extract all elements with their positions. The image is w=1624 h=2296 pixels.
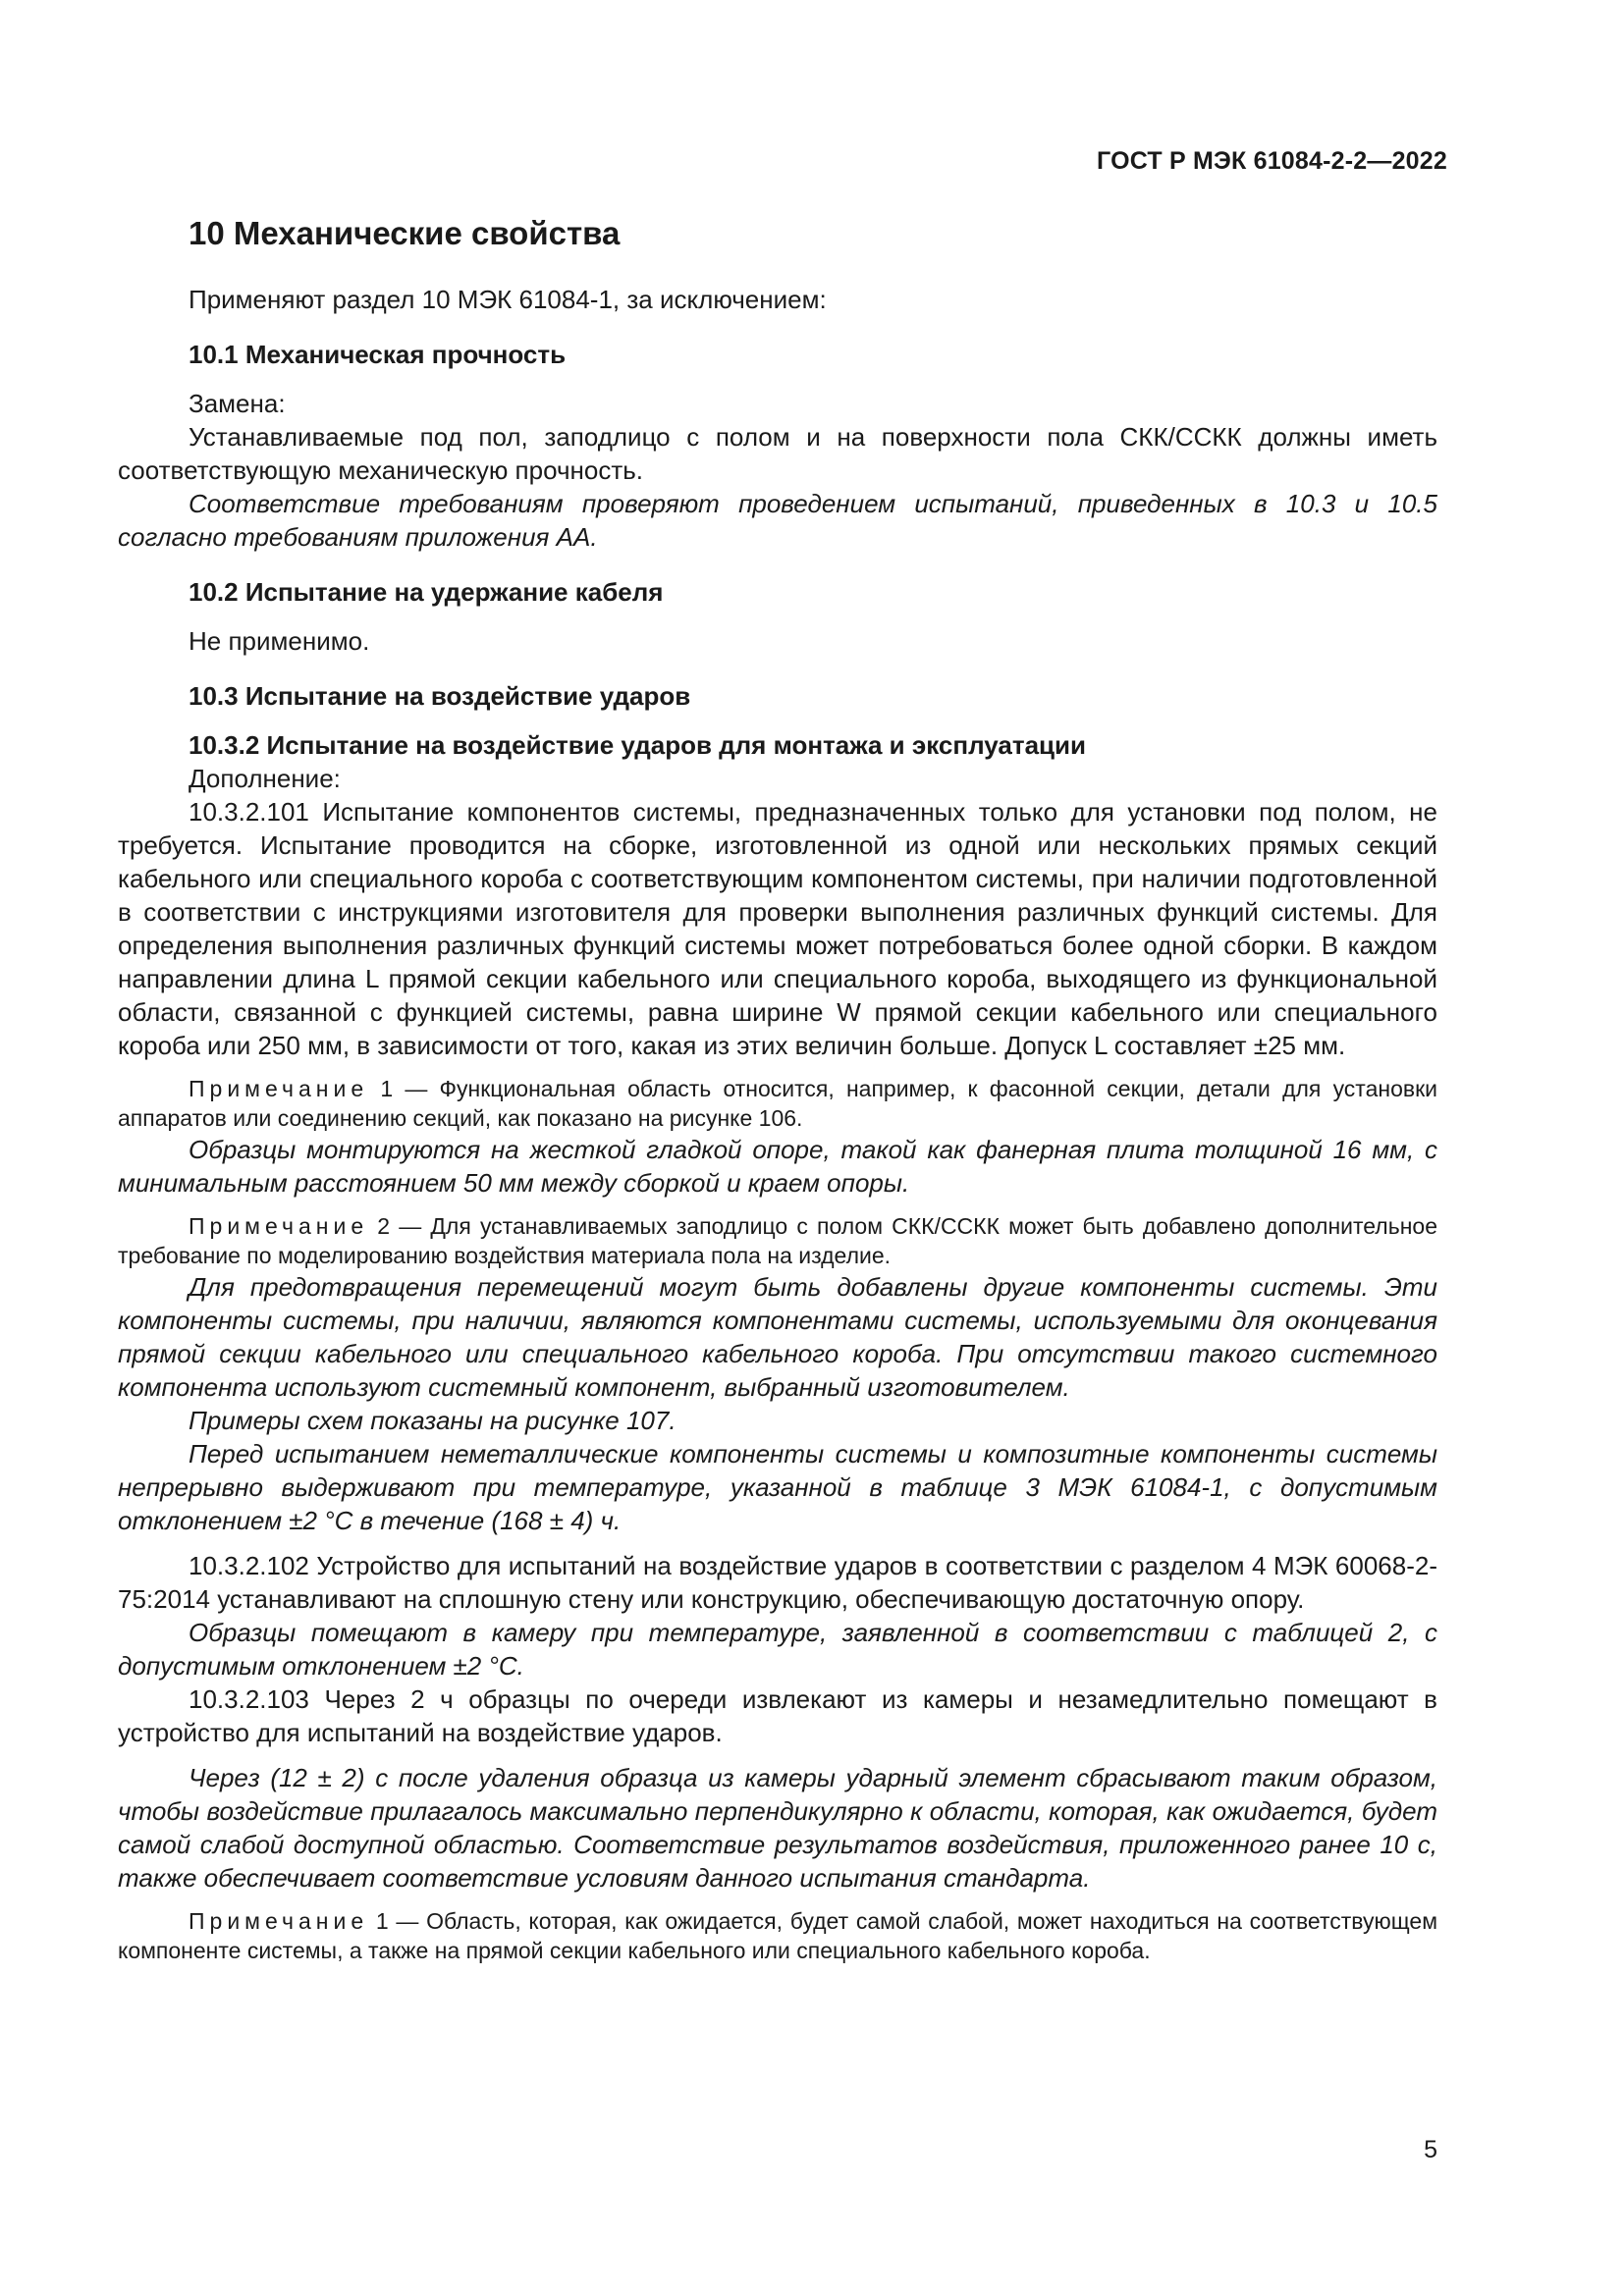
section-10-1-heading: 10.1 Механическая прочность bbox=[189, 340, 567, 369]
section-10-2-heading: 10.2 Испытание на удержание кабеля bbox=[189, 577, 664, 607]
note-2-text: 2 — Для устанавливаемых заподлицо с полом СКК/ССКК может быть добавлено дополнительное требование по моделированию воздействия материала пола на изделие. bbox=[118, 1213, 1437, 1268]
movement-prevention-paragraph: Для предотвращения перемещений могут быть добавлены другие компоненты системы. Эти компоненты системы, при наличии, являются компонентами системы, используемыми для оконцевания прямой секции кабельного или специального кабельного короба. При отсутствии такого системного компонента используют системный компонент, выбранный изготовителем. bbox=[118, 1272, 1437, 1402]
clause-10-3-2-101: 10.3.2.101 Испытание компонентов системы, предназначенных только для установки под полом, не требуется. Испытание проводится на сборке, изготовленной из одной или нескольких прямых секций кабельного или специального короба с соответствующим компонентом системы, при наличии подготовленной в соответствии с инструкциями изготовителя для проверки выполнения различных функций системы. Для определения выполнения различных функций системы может потребоваться более одной сборки. В каждом направлении длина L прямой секции кабельного или специального короба, выходящего из функциональной области, связанной с функцией системы, равна ширине W прямой секции кабельного или специального короба или 250 мм, в зависимости от того, какая из этих величин больше. Допуск L составляет ±25 мм. bbox=[118, 797, 1437, 1060]
section-10-3-heading: 10.3 Испытание на воздействие ударов bbox=[189, 681, 691, 711]
note-2 bbox=[118, 1211, 1437, 1270]
section-10-1-replacement-label: Замена: bbox=[189, 389, 286, 418]
section-10-1-paragraph: Устанавливаемые под пол, заподлицо с полом и на поверхности пола СКК/ССКК должны иметь соответствующую механическую прочность. bbox=[118, 422, 1437, 485]
clause-10-3-2-103: 10.3.2.103 Через 2 ч образцы по очереди извлекают из камеры и незамедлительно помещают в устройство для испытаний на воздействие ударов. bbox=[118, 1684, 1437, 1747]
section-10-1-compliance: Соответствие требованиям проверяют проведением испытаний, приведенных в 10.3 и 10.5 согласно требованиям приложения АА. bbox=[118, 489, 1437, 552]
conditioning-paragraph: Перед испытанием неметаллические компоненты системы и композитные компоненты системы непрерывно выдерживают при температуре, указанной в таблице 3 МЭК 61084-1, с допустимым отклонением ±2 °С в течение (168 ± 4) ч. bbox=[118, 1439, 1437, 1535]
section-10-2-paragraph: Не применимо. bbox=[189, 626, 370, 656]
document-code-header: ГОСТ Р МЭК 61084-2-2—2022 bbox=[1097, 147, 1447, 175]
impact-procedure-paragraph: Через (12 ± 2) с после удаления образца из камеры ударный элемент сбрасывают таким образом, чтобы воздействие прилагалось максимально перпендикулярно к области, которая, как ожидается, будет самой слабой доступной областью. Соответствие результатов воздействия, приложенного ранее 10 с, также обеспечивает соответствие условиям данного испытания стандарта. bbox=[118, 1763, 1437, 1893]
clause-10-3-2-102: 10.3.2.102 Устройство для испытаний на воздействие ударов в соответствии с разделом 4 МЭК 60068-2-75:2014 устанавливают на сплошную стену или конструкцию, обеспечивающую достаточную опору. bbox=[118, 1551, 1437, 1614]
specimen-mounting-paragraph: Образцы монтируются на жесткой гладкой опоре, такой как фанерная плита толщиной 16 мм, с минимальным расстоянием 50 мм между сборкой и краем опоры. bbox=[118, 1135, 1437, 1198]
section-10-intro: Применяют раздел 10 МЭК 61084-1, за исключением: bbox=[189, 285, 827, 314]
note-3-label: Примечание bbox=[189, 1908, 369, 1934]
note-1-text: 1 — Функциональная область относится, например, к фасонной секции, детали для установки аппаратов или соединению секций, как показано на рисунке 106. bbox=[118, 1076, 1437, 1131]
note-2-label: Примечание bbox=[189, 1213, 369, 1239]
note-1-label: Примечание bbox=[189, 1076, 369, 1101]
note-3-text: 1 — Область, которая, как ожидается, будет самой слабой, может находиться на соответствующем компоненте системы, а также на прямой секции кабельного или специального кабельного короба. bbox=[118, 1908, 1437, 1963]
page-body bbox=[118, 214, 1437, 1965]
chamber-paragraph: Образцы помещают в камеру при температуре, заявленной в соответствии с таблицей 2, с допустимым отклонением ±2 °С. bbox=[118, 1618, 1437, 1681]
section-10-heading: 10 Механические свойства bbox=[189, 215, 621, 251]
note-1 bbox=[118, 1074, 1437, 1133]
examples-paragraph: Примеры схем показаны на рисунке 107. bbox=[189, 1406, 677, 1435]
section-10-3-2-heading: 10.3.2 Испытание на воздействие ударов для монтажа и эксплуатации bbox=[189, 730, 1086, 760]
note-3 bbox=[118, 1906, 1437, 1965]
section-10-3-2-addition-label: Дополнение: bbox=[189, 764, 341, 793]
page-number: 5 bbox=[1424, 2136, 1437, 2163]
